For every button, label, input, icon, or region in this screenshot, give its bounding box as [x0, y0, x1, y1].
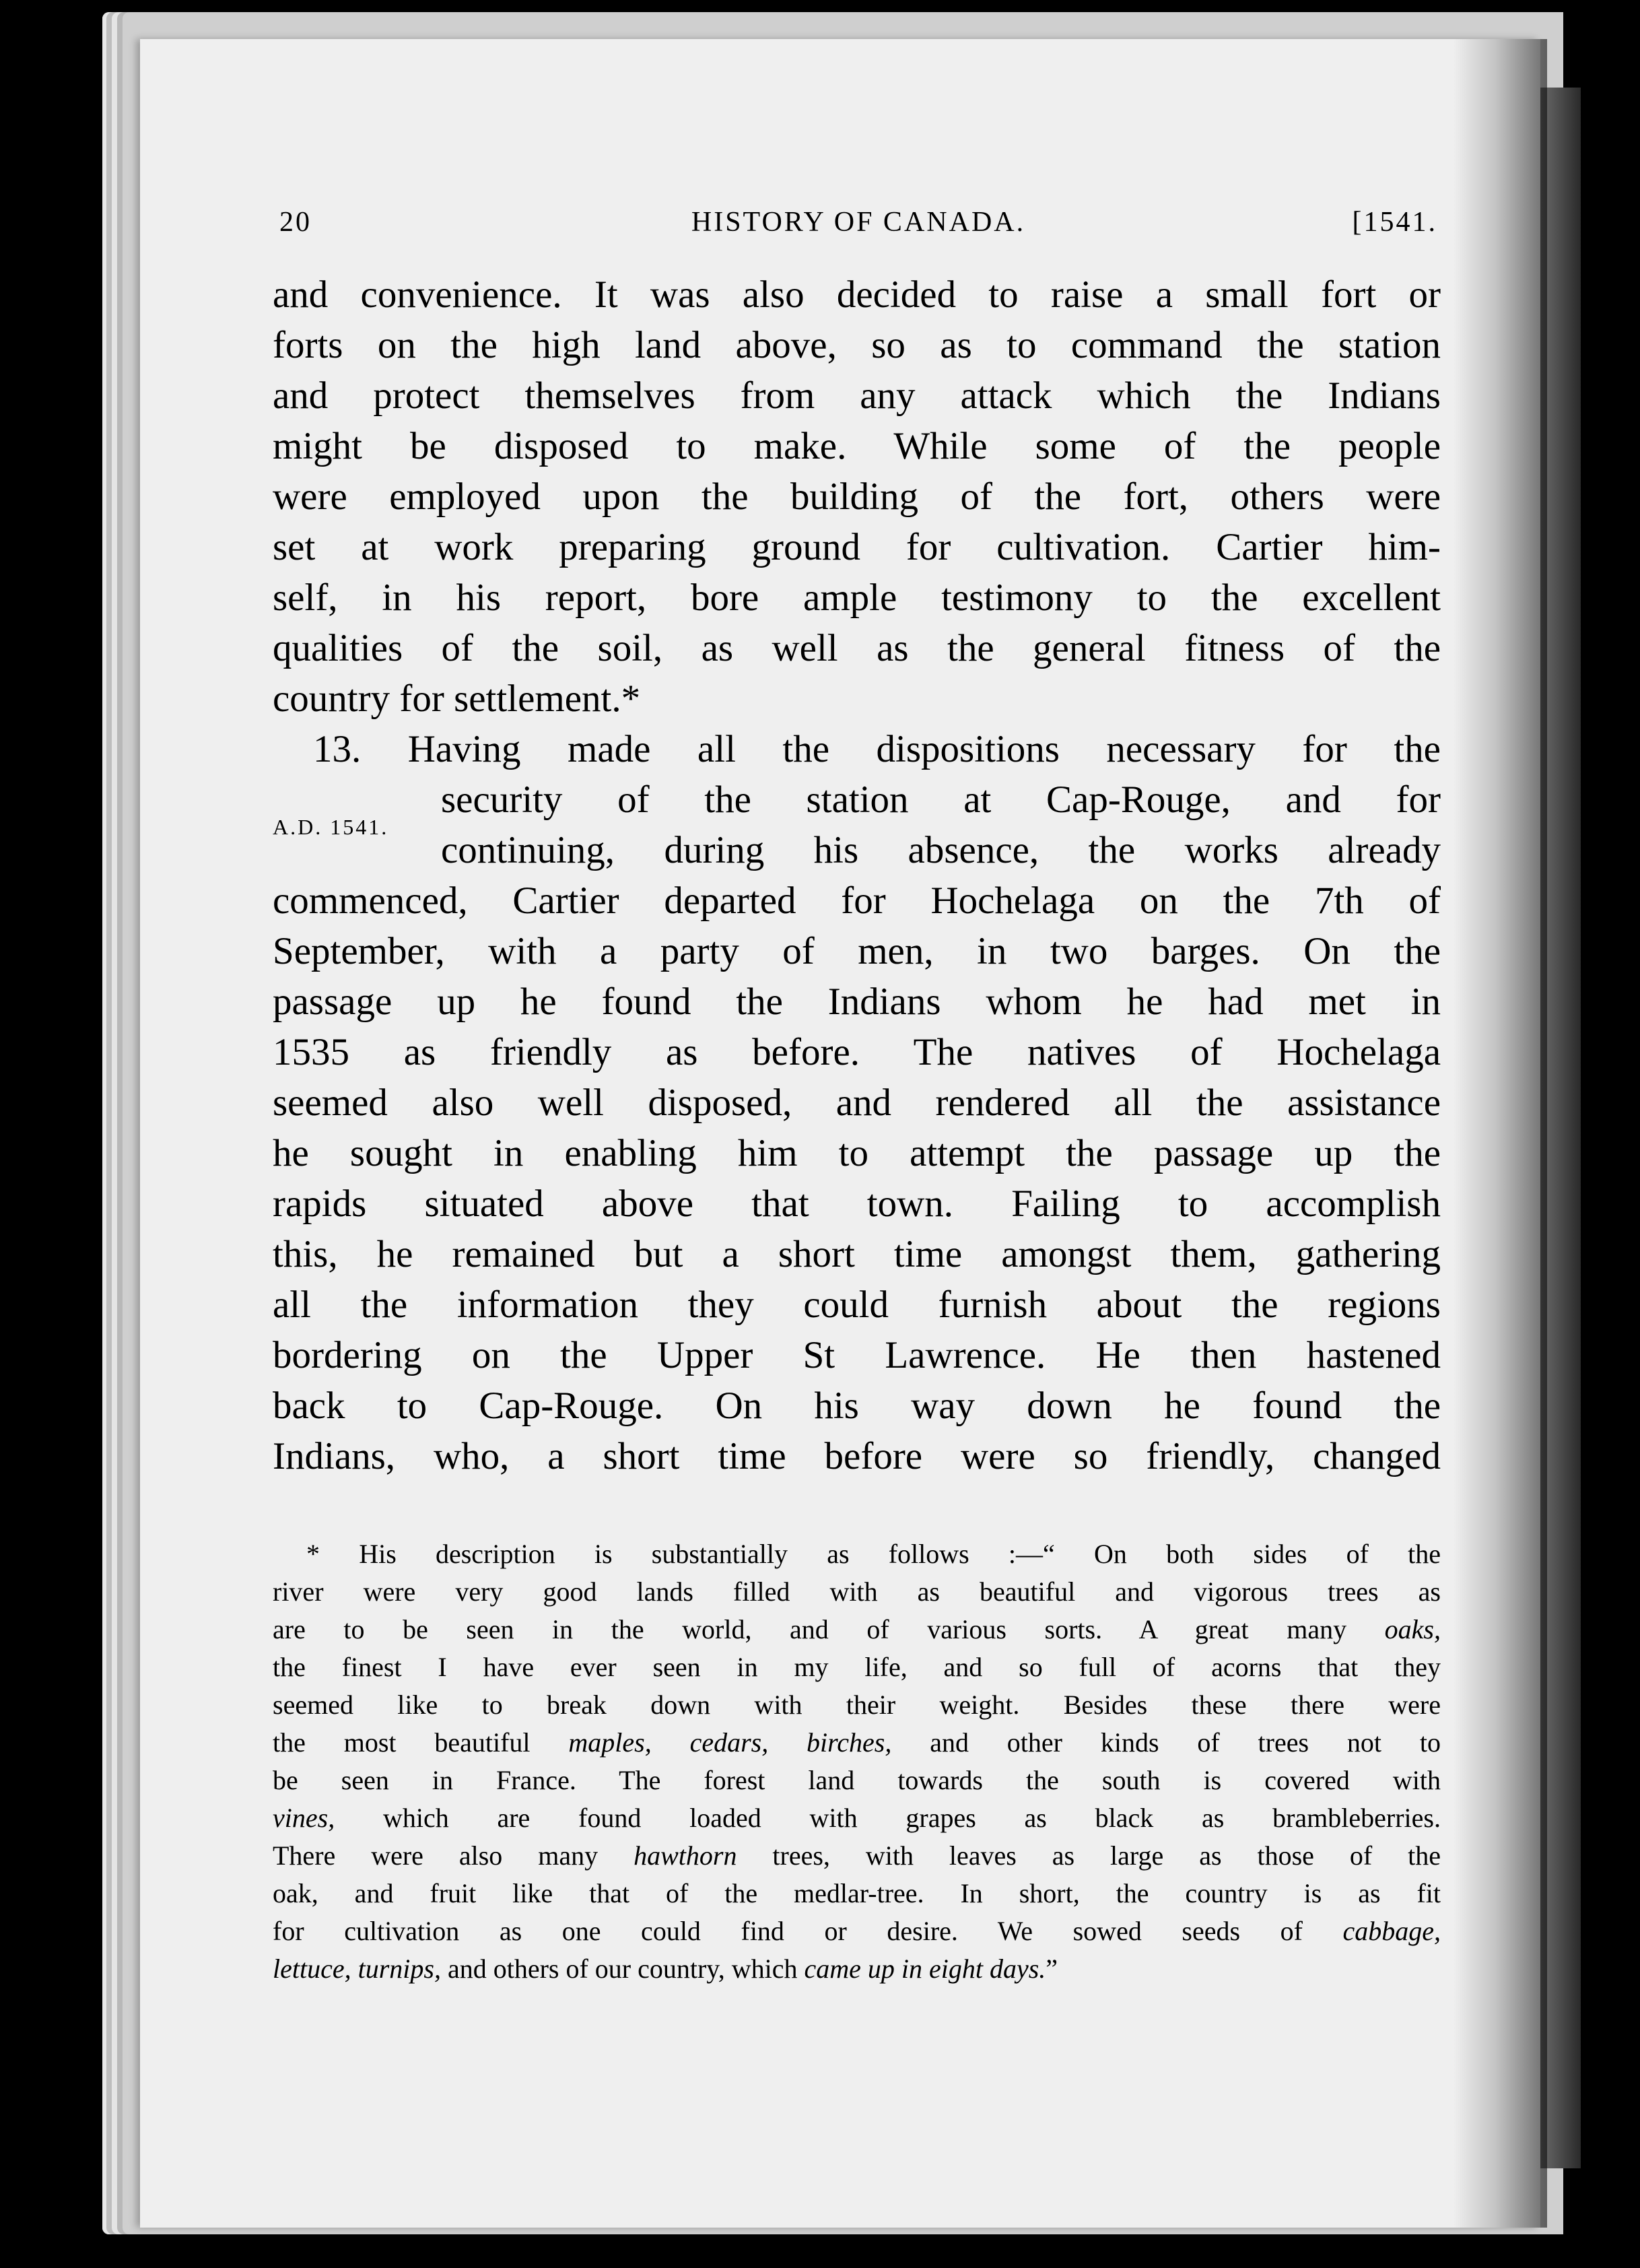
text-line: set at work preparing ground for cultivation. Cartier him-: [273, 526, 1441, 568]
footnote-line: are to be seen in the world, and of various sorts. A great many oaks,: [273, 1614, 1441, 1644]
footnote-line: for cultivation as one could find or desire. We sowed seeds of cabbage,: [273, 1916, 1441, 1946]
footnote-line: be seen in France. The forest land towards the south is covered with: [273, 1765, 1441, 1795]
running-year: [1541.: [1352, 207, 1437, 238]
text-line: he sought in enabling him to attempt the passage up the: [273, 1132, 1441, 1174]
gutter-shadow: [1453, 39, 1547, 2228]
text-line: self, in his report, bore ample testimony to the excellent: [273, 576, 1441, 619]
text-line: might be disposed to make. While some of the people: [273, 425, 1441, 467]
text-line: 1535 as friendly as before. The natives of Hochelaga: [273, 1031, 1441, 1073]
footnote-line: river were very good lands filled with as beautiful and vigorous trees as: [273, 1576, 1441, 1607]
text-line: Indians, who, a short time before were so friendly, changed: [273, 1435, 1441, 1477]
text-line: seemed also well disposed, and rendered all the assistance: [273, 1081, 1441, 1124]
text-line: continuing, during his absence, the works already: [441, 829, 1441, 871]
footnote-line: There were also many hawthorn trees, with leaves as large as those of the: [273, 1840, 1441, 1871]
text-line: country for settlement.*: [273, 677, 641, 720]
text-line: qualities of the soil, as well as the general fitness of the: [273, 627, 1441, 669]
text-line: security of the station at Cap-Rouge, and for: [441, 778, 1441, 821]
page-title: HISTORY OF CANADA.: [691, 207, 1026, 238]
text-line: bordering on the Upper St Lawrence. He then hastened: [273, 1334, 1441, 1376]
footnote-line: * His description is substantially as follows :—“ On both sides of the: [306, 1539, 1441, 1569]
main-text: [273, 269, 1441, 1481]
text-line: commenced, Cartier departed for Hochelaga on the 7th of: [273, 879, 1441, 922]
footnote-line: lettuce, turnips, and others of our country, which came up in eight days.”: [273, 1954, 1058, 1984]
text-line: were employed upon the building of the fort, others were: [273, 475, 1441, 518]
footnote-line: seemed like to break down with their weight. Besides these there were: [273, 1690, 1441, 1720]
page-number: 20: [279, 207, 312, 238]
text-line: back to Cap-Rouge. On his way down he found the: [273, 1385, 1441, 1427]
text-line: and convenience. It was also decided to raise a small fort or: [273, 273, 1441, 316]
footnote: [273, 1535, 1441, 1988]
text-line: all the information they could furnish about the regions: [273, 1283, 1441, 1326]
running-head: [279, 206, 1437, 246]
footnote-line: vines, which are found loaded with grapes as black as brambleberries.: [273, 1803, 1441, 1833]
marginal-date-note: A.D. 1541.: [273, 815, 389, 839]
footnote-line: the most beautiful maples, cedars, birches, and other kinds of trees not to: [273, 1727, 1441, 1758]
footnote-line: oak, and fruit like that of the medlar-tree. In short, the country is as fit: [273, 1878, 1441, 1908]
text-line: and protect themselves from any attack which the Indians: [273, 374, 1441, 417]
text-line: rapids situated above that town. Failing to accomplish: [273, 1182, 1441, 1225]
paragraph-start-line: 13. Having made all the dispositions necessary for the: [313, 728, 1441, 770]
text-line: this, he remained but a short time amongst them, gathering: [273, 1233, 1441, 1275]
text-line: September, with a party of men, in two barges. On the: [273, 930, 1441, 972]
footnote-line: the finest I have ever seen in my life, and so full of acorns that they: [273, 1652, 1441, 1682]
text-line: passage up he found the Indians whom he had met in: [273, 980, 1441, 1023]
text-line: forts on the high land above, so as to command the station: [273, 324, 1441, 366]
